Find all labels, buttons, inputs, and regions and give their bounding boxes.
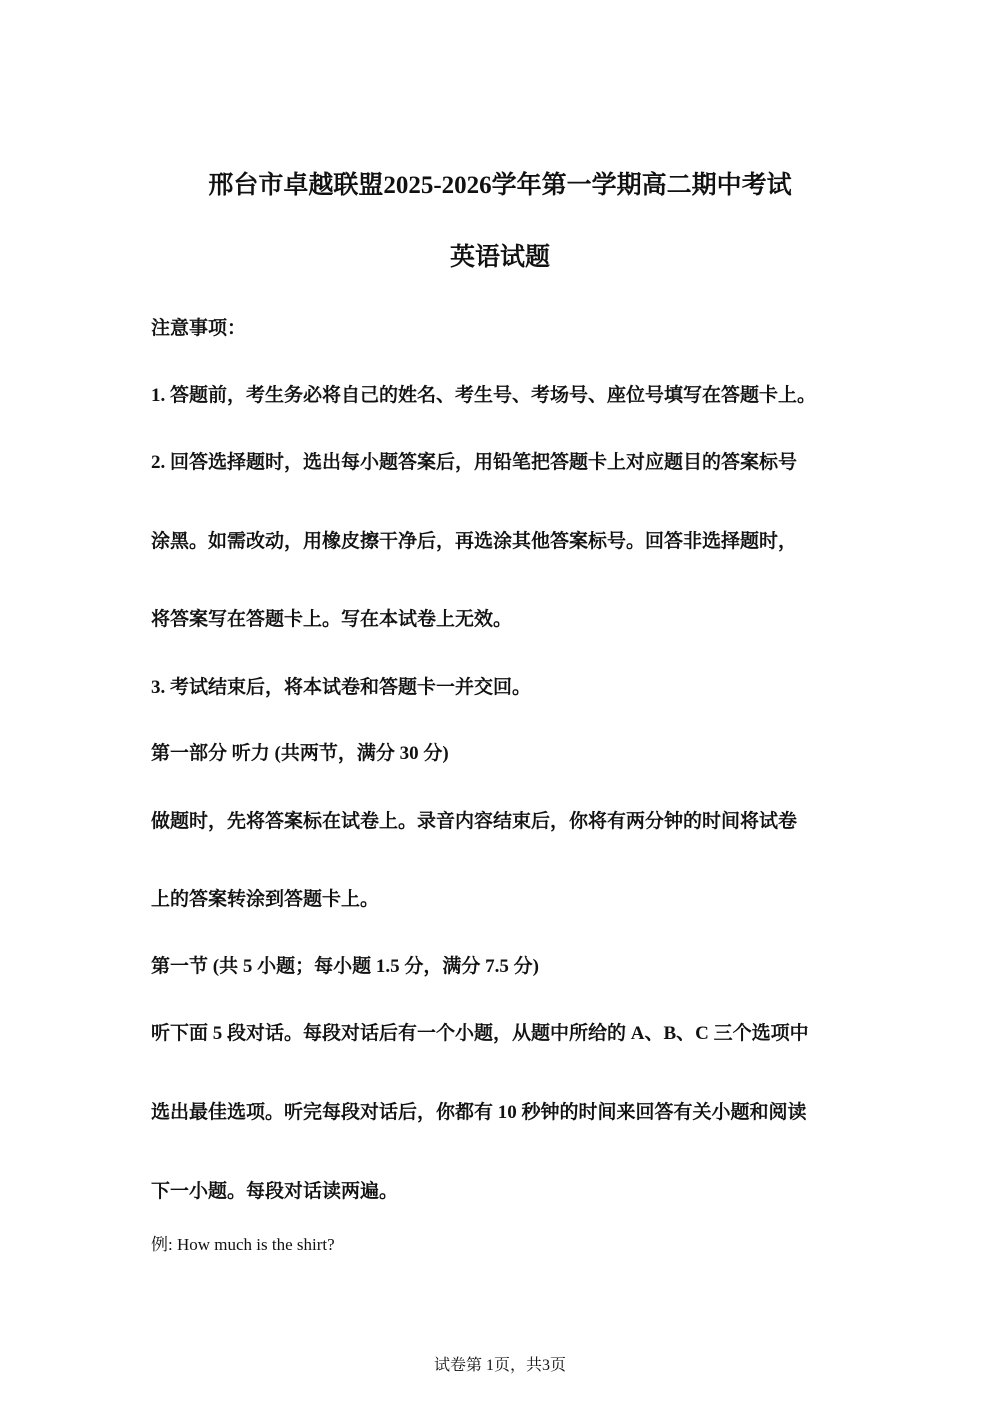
notice-item-2-cont2: 将答案写在答题卡上。写在本试卷上无效。	[151, 609, 513, 630]
section1-heading: 第一节 (共 5 小题；每小题 1.5 分，满分 7.5 分)	[151, 956, 539, 977]
section1-instruction-2: 选出最佳选项。听完每段对话后，你都有 10 秒钟的时间来回答有关小题和阅读	[151, 1102, 807, 1123]
section1-instruction-1: 听下面 5 段对话。每段对话后有一个小题，从题中所给的 A、B、C 三个选项中	[151, 1023, 809, 1044]
page-footer: 试卷第 1页，共3页	[433, 1357, 566, 1374]
exam-subtitle: 英语试题	[449, 244, 550, 271]
notice-item-3: 3. 考试结束后，将本试卷和答题卡一并交回。	[151, 677, 532, 698]
part1-instruction-2: 上的答案转涂到答题卡上。	[151, 889, 380, 910]
exam-title: 邢台市卓越联盟2025-2026学年第一学期高二期中考试	[208, 172, 792, 199]
section1-instruction-3: 下一小题。每段对话读两遍。	[151, 1181, 399, 1202]
notice-heading: 注意事项：	[151, 318, 247, 339]
part1-heading: 第一部分 听力 (共两节，满分 30 分)	[151, 743, 449, 764]
notice-item-1: 1. 答题前，考生务必将自己的姓名、考生号、考场号、座位号填写在答题卡上。	[151, 385, 817, 406]
part1-instruction-1: 做题时，先将答案标在试卷上。录音内容结束后，你将有两分钟的时间将试卷	[151, 811, 798, 832]
notice-item-2: 2. 回答选择题时，选出每小题答案后，用铅笔把答题卡上对应题目的答案标号	[151, 452, 798, 473]
notice-item-2-cont: 涂黑。如需改动，用橡皮擦干净后，再选涂其他答案标号。回答非选择题时，	[151, 531, 798, 552]
example-question: 例: How much is the shirt?	[151, 1235, 335, 1254]
